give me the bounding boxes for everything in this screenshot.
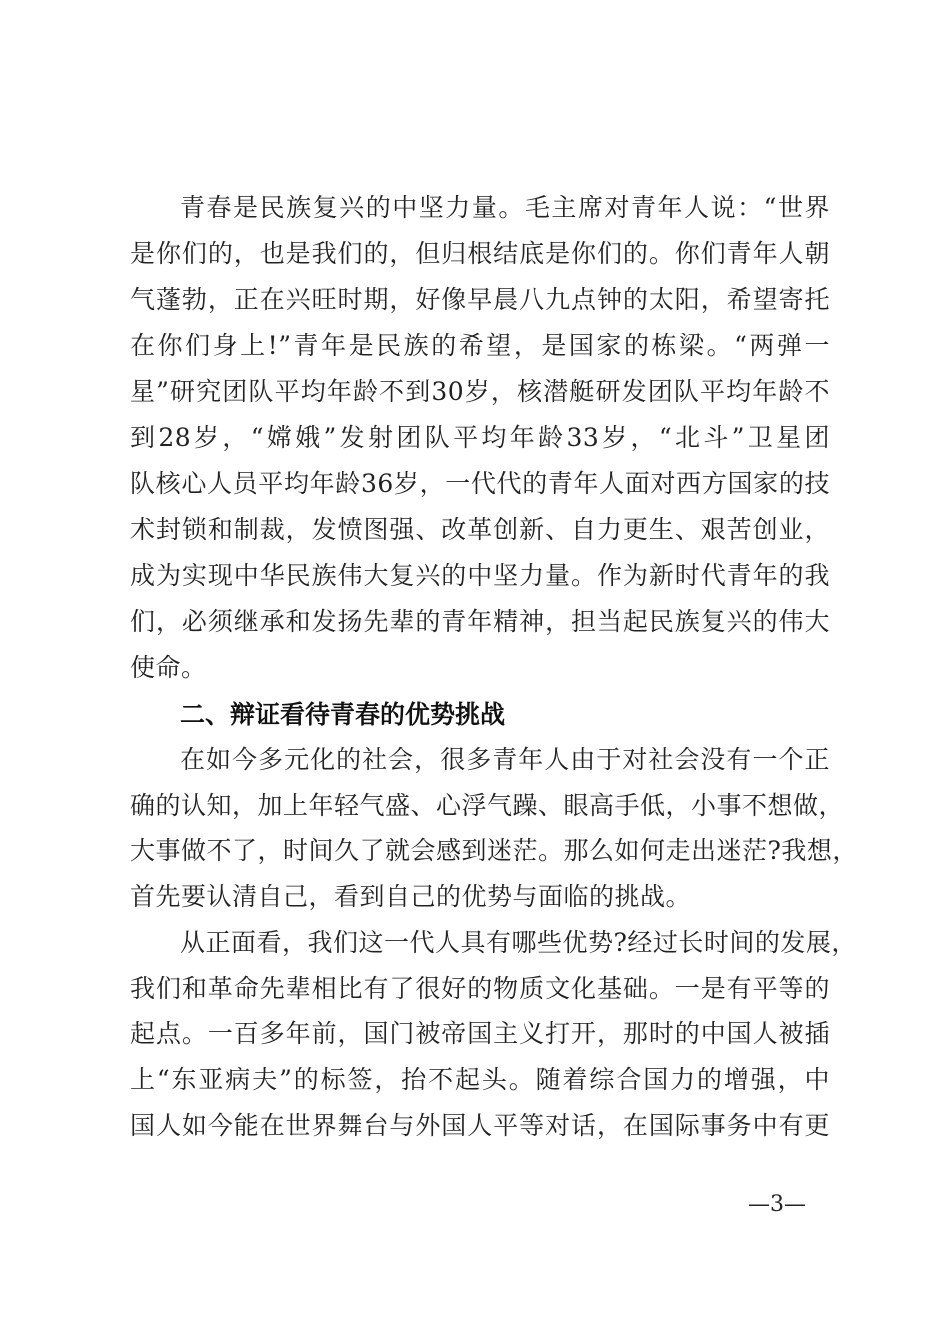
paragraph-line: 首先要认清自己，看到自己的优势与面临的挑战。 <box>130 882 692 911</box>
paragraph-line: 气蓬勃，正在兴旺时期，好像早晨八九点钟的太阳，希望寄托 <box>130 285 830 314</box>
paragraph-line: 到28岁，“嫦娥”发射团队平均年龄33岁，“北斗”卫星团 <box>130 423 830 452</box>
paragraph-line: 队核心人员平均年龄36岁，一代代的青年人面对西方国家的技 <box>130 469 830 498</box>
paragraph-line: 是你们的，也是我们的，但归根结底是你们的。你们青年人朝 <box>130 239 830 268</box>
paragraph-line: 成为实现中华民族伟大复兴的中坚力量。作为新时代青年的我 <box>130 561 830 590</box>
paragraph-line: 在你们身上!”青年是民族的希望，是国家的栋梁。“两弹一 <box>130 331 830 360</box>
paragraph-line: 我们和革命先辈相比有了很好的物质文化基础。一是有平等的 <box>130 974 830 1003</box>
paragraph-line: 在如今多元化的社会，很多青年人由于对社会没有一个正 <box>180 745 830 774</box>
paragraph-line: 青春是民族复兴的中坚力量。毛主席对青年人说：“世界 <box>180 193 830 222</box>
paragraph-line: 大事做不了，时间久了就会感到迷茫。那么如何走出迷茫?我想， <box>130 836 858 865</box>
paragraph-line: 从正面看，我们这一代人具有哪些优势?经过长时间的发展， <box>180 928 857 957</box>
paragraph-line: 确的认知，加上年轻气盛、心浮气躁、眼高手低，小事不想做， <box>130 791 845 820</box>
paragraph-line: 术封锁和制裁，发愤图强、改革创新、自力更生、艰苦创业， <box>130 515 830 544</box>
paragraph-line: 使命。 <box>130 653 207 682</box>
paragraph-line: 起点。一百多年前，国门被帝国主义打开，那时的中国人被插 <box>130 1019 830 1048</box>
paragraph-line: 上“东亚病夫”的标签，抬不起头。随着综合国力的增强，中 <box>130 1065 830 1094</box>
section-heading: 二、辩证看待青春的优势挑战 <box>180 700 506 729</box>
paragraph-line: 国人如今能在世界舞台与外国人平等对话，在国际事务中有更 <box>130 1111 830 1140</box>
paragraph-line: 星”研究团队平均年龄不到30岁，核潜艇研发团队平均年龄不 <box>130 377 830 406</box>
paragraph-line: 们，必须继承和发扬先辈的青年精神，担当起民族复兴的伟大 <box>130 607 830 636</box>
page-number: —3— <box>748 1192 806 1217</box>
